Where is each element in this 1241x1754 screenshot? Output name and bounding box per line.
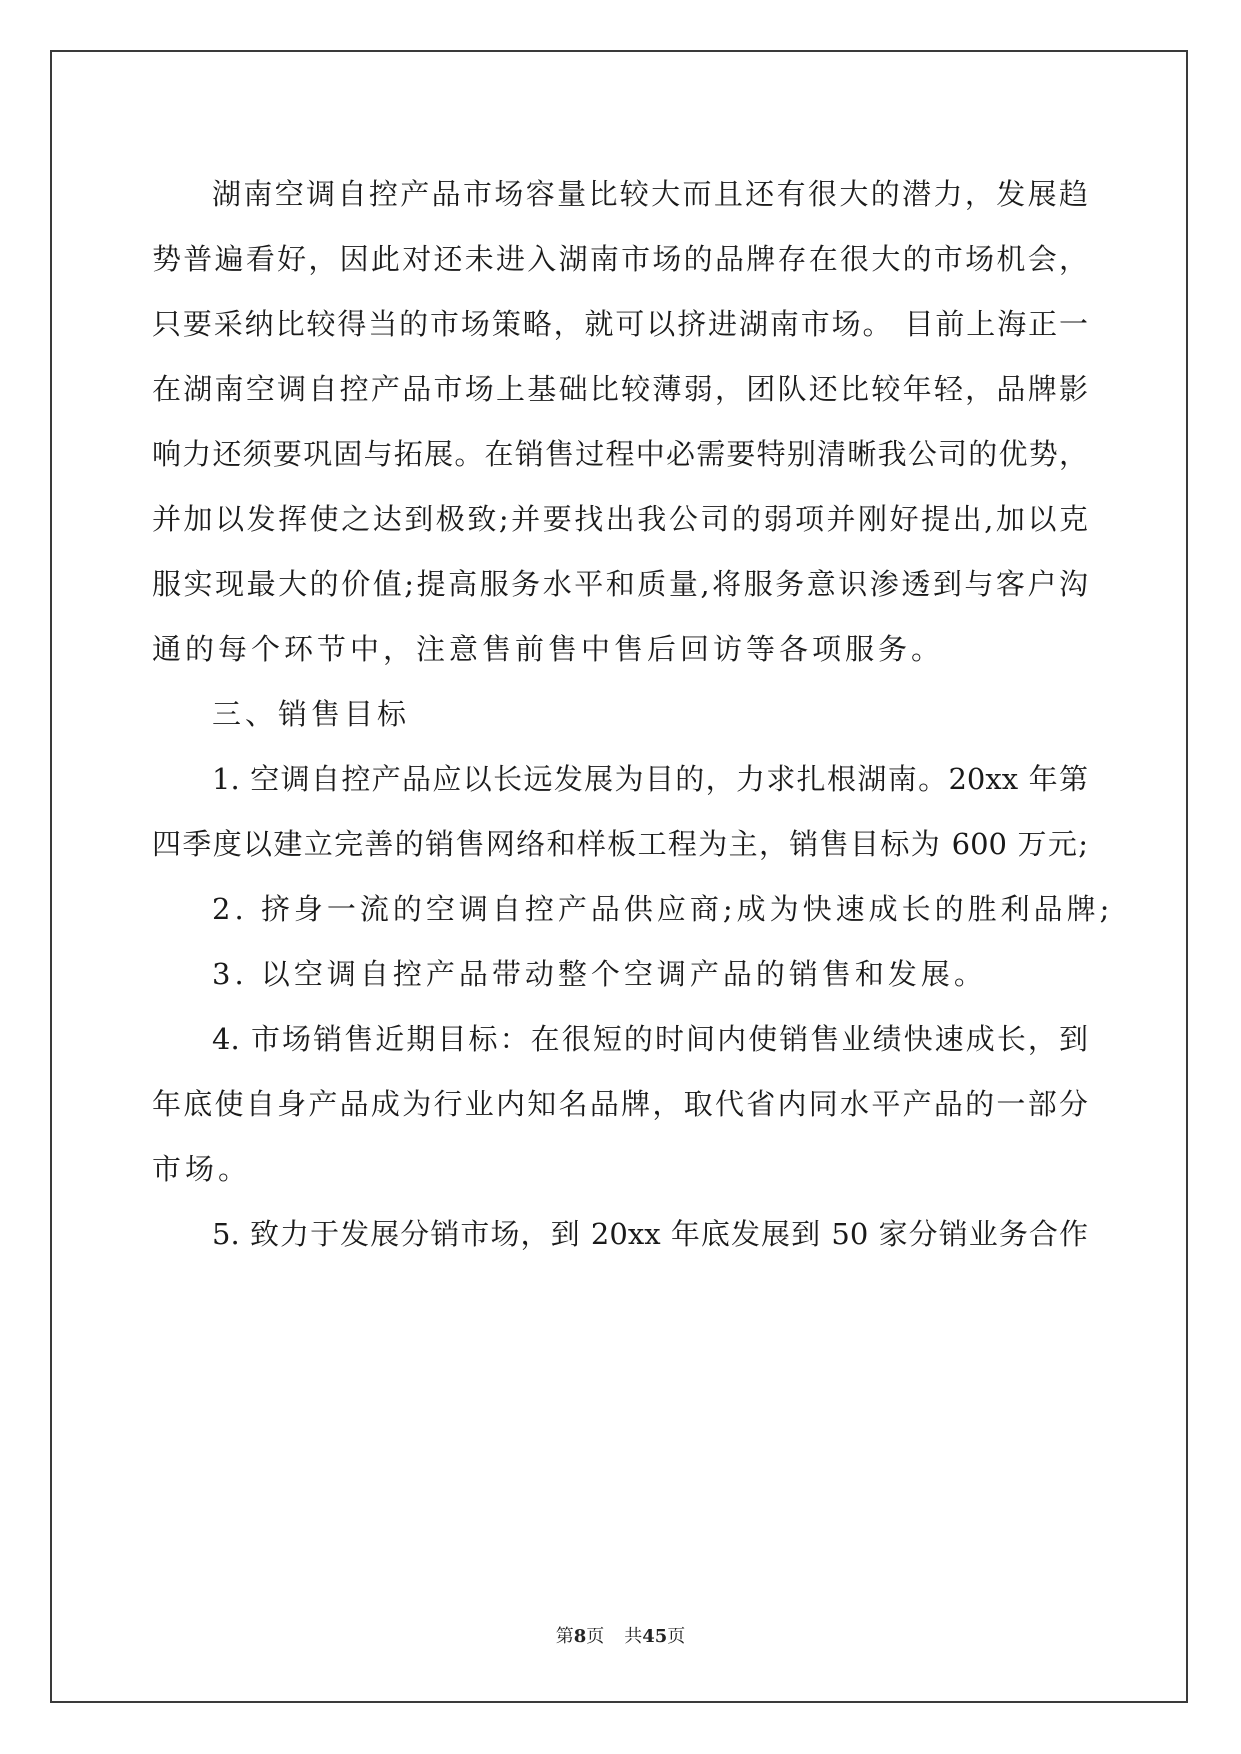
page-number: 8 (573, 1626, 587, 1647)
document-body (152, 162, 1114, 1267)
list-item-line: 市场。 (152, 1152, 252, 1186)
paragraph-line: 在湖南空调自控产品市场上基础比较薄弱，团队还比较年轻，品牌影 (152, 372, 1088, 406)
paragraph-line: 只要采纳比较得当的市场策略，就可以挤进湖南市场。 目前上海正一 (152, 307, 1088, 341)
page-footer (0, 1622, 1241, 1648)
list-item-line: 1. 空调自控产品应以长远发展为目的，力求扎根湖南。20xx 年第 (212, 762, 1088, 796)
list-item-line: 2. 挤身一流的空调自控产品供应商;成为快速成长的胜利品牌; (212, 892, 1114, 926)
paragraph-line: 通的每个环节中，注意售前售中售后回访等各项服务。 (152, 632, 945, 666)
list-item-line: 年底使自身产品成为行业内知名品牌，取代省内同水平产品的一部分 (152, 1087, 1088, 1121)
list-item-line: 四季度以建立完善的销售网络和样板工程为主，销售目标为 600 万元; (152, 827, 1088, 861)
paragraph-line: 并加以发挥使之达到极致;并要找出我公司的弱项并刚好提出,加以克 (152, 502, 1088, 536)
page-suffix: 页 (586, 1626, 605, 1647)
list-item-line: 5. 致力于发展分销市场，到 20xx 年底发展到 50 家分销业务合作 (212, 1217, 1088, 1251)
paragraph-line: 服实现最大的价值;提高服务水平和质量,将服务意识渗透到与客户沟 (152, 567, 1088, 601)
paragraph-line: 势普遍看好，因此对还未进入湖南市场的品牌存在很大的市场机会， (152, 242, 1088, 276)
section-heading: 三、销售目标 (212, 697, 411, 731)
total-suffix: 页 (667, 1626, 686, 1647)
page-prefix: 第 (555, 1626, 574, 1647)
total-pages: 45 (642, 1626, 668, 1647)
paragraph-line: 响力还须要巩固与拓展。在销售过程中必需要特别清晰我公司的优势， (152, 437, 1088, 471)
total-prefix: 共 (624, 1626, 643, 1647)
list-item-line: 3. 以空调自控产品带动整个空调产品的销售和发展。 (212, 957, 987, 991)
paragraph-line: 湖南空调自控产品市场容量比较大而且还有很大的潜力，发展趋 (212, 177, 1088, 211)
list-item-line: 4. 市场销售近期目标：在很短的时间内使销售业绩快速成长，到 (212, 1022, 1088, 1056)
